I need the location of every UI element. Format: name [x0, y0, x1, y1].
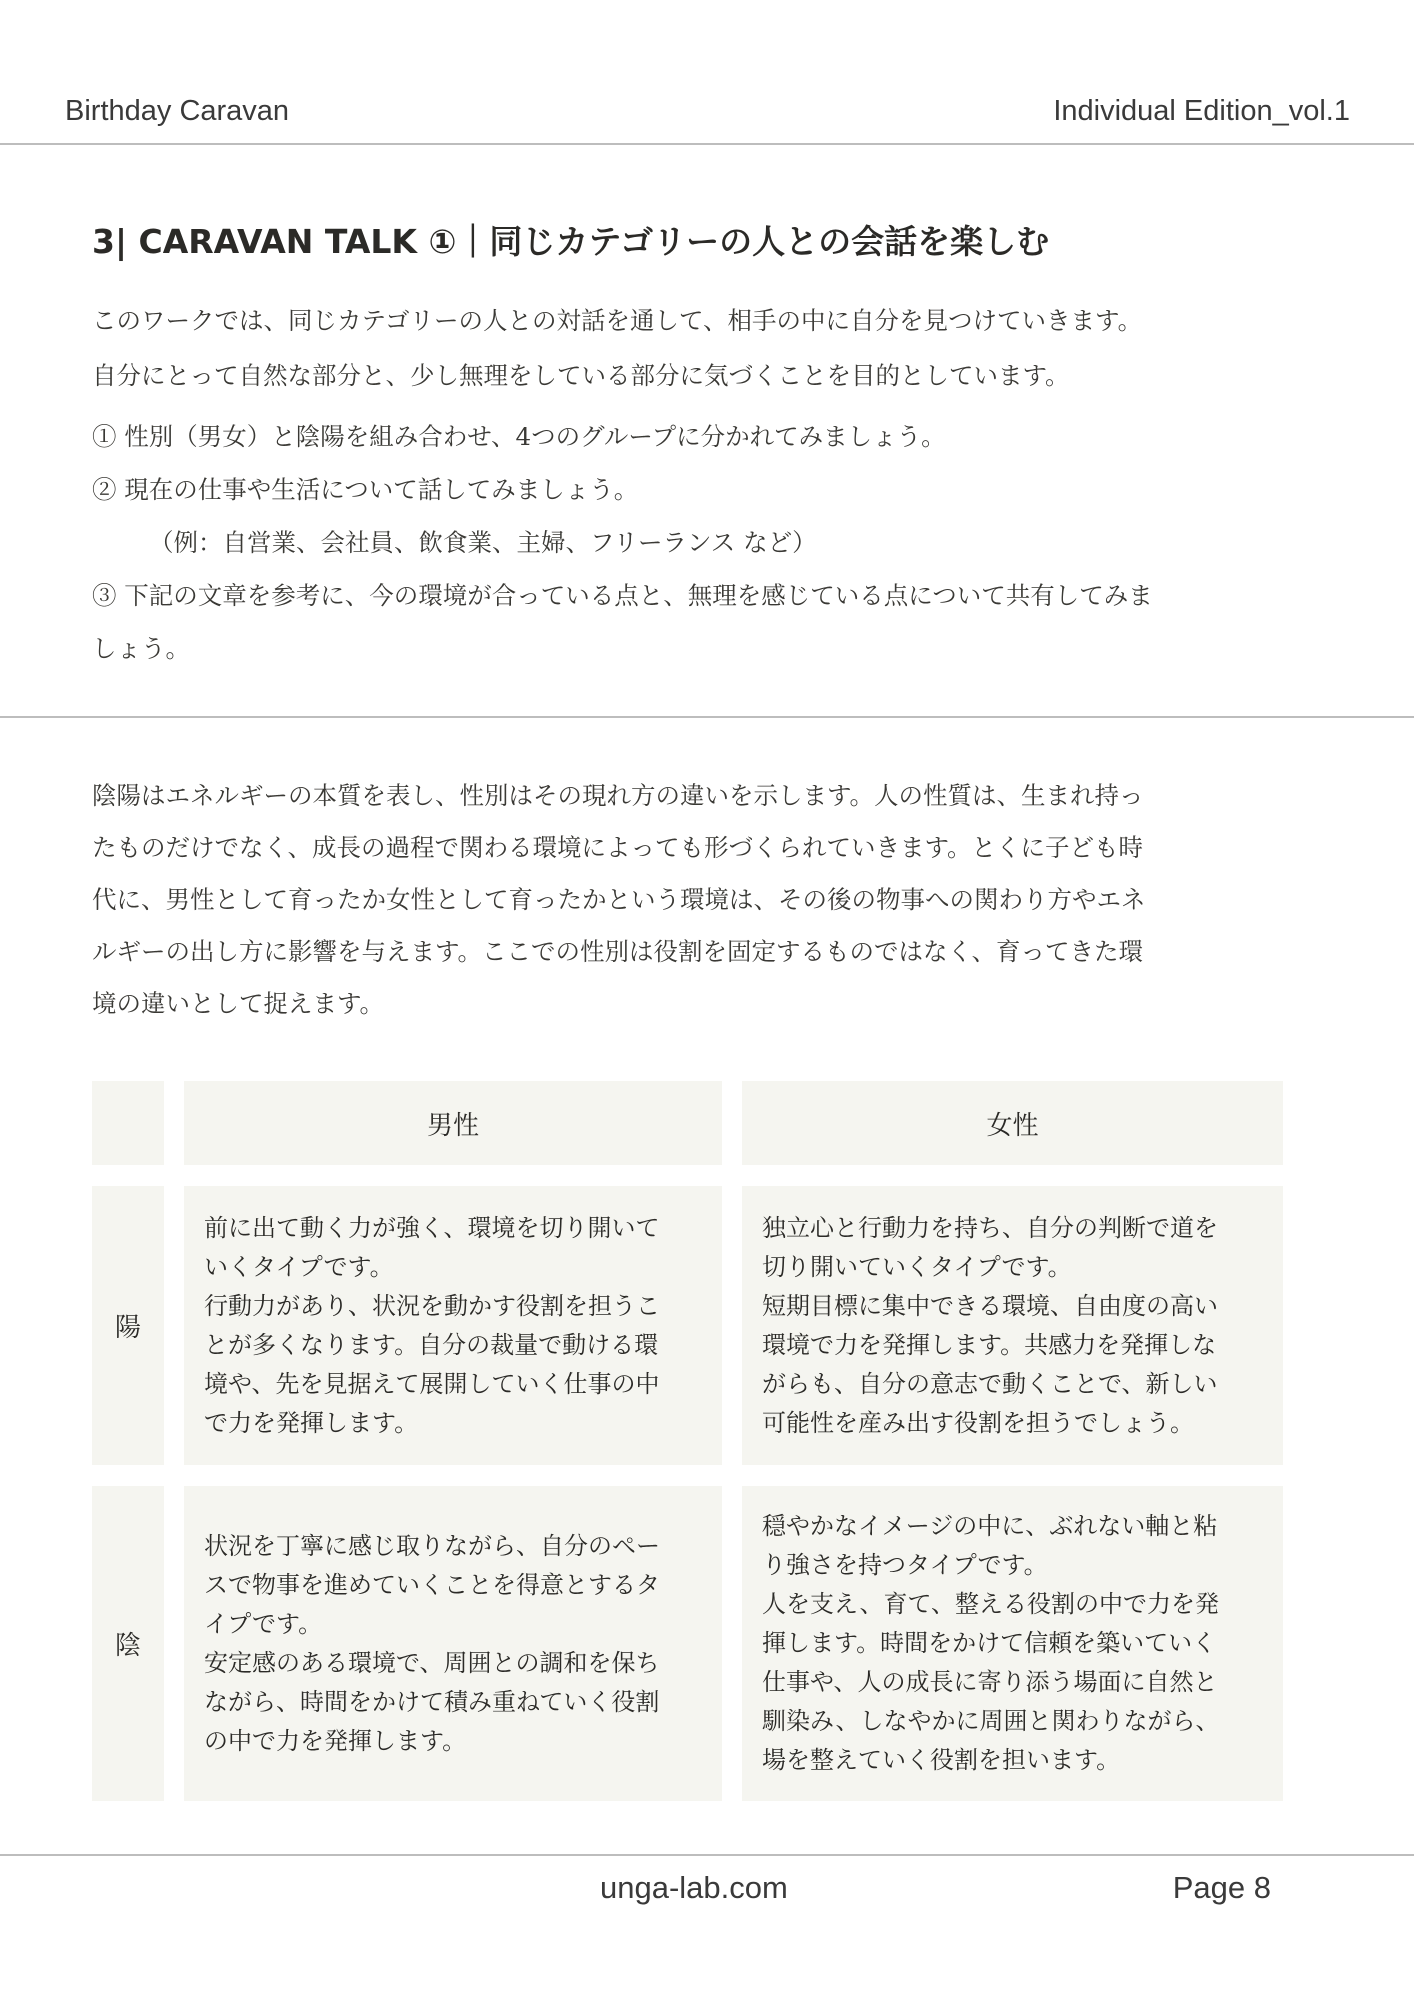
cell-text: 穏やかなイメージの中に、ぶれない軸と粘 り強さを持つタイプです。 人を支え、育て、整える役割の中で力を発 揮します。時間をかけて信頼を築いていく 仕事や、人の成長に寄り添う場面に自然と 馴染み、しなやかに周囲と関わりながら、 場を整えていく役割を担います。	[762, 1512, 1220, 1774]
step-example: （例：自営業、会社員、飲食業、主婦、フリーランス など）	[149, 528, 817, 557]
step-item: ③ 下記の文章を参考に、今の環境が合っている点と、無理を感じている点について共有してみま	[92, 581, 1153, 610]
explanation-line: 陰陽はエネルギーの本質を表し、性別はその現れ方の違いを示します。人の性質は、生まれ持っ	[92, 781, 1144, 810]
steps-list	[92, 410, 1153, 675]
footer-divider	[0, 1854, 1414, 1856]
step-item: ① 性別（男女）と陰陽を組み合わせ、4つのグループに分かれてみましょう。	[92, 422, 946, 451]
table-header-female	[742, 1081, 1283, 1165]
explanation-line: たものだけでなく、成長の過程で関わる環境によっても形づくられていきます。とくに子ども時	[92, 833, 1144, 862]
table-cell-yin-male	[184, 1486, 722, 1801]
page-number: Page 8	[1172, 1870, 1271, 1905]
section-title: 3| CARAVAN TALK ①｜同じカテゴリーの人との会話を楽しむ	[92, 222, 1050, 261]
header-title: Birthday Caravan	[65, 95, 290, 127]
table-cell-yin-female	[742, 1486, 1283, 1801]
intro-line: 自分にとって自然な部分と、少し無理をしている部分に気づくことを目的としています。	[92, 361, 1070, 390]
table-corner-cell	[92, 1081, 164, 1165]
explanation-line: 境の違いとして捉えます。	[92, 989, 385, 1018]
footer-url[interactable]: unga-lab.com	[600, 1870, 788, 1905]
column-header-label: 男性	[426, 1110, 479, 1141]
explanation-line: 代に、男性として育ったか女性として育ったかという環境は、その後の物事への関わり方やエネ	[92, 885, 1146, 914]
row-label-yin: 陰	[92, 1486, 164, 1801]
explanation-line: ルギーの出し方に影響を与えます。ここでの性別は役割を固定するものではなく、育ってきた環	[92, 937, 1144, 966]
step-item-continued: しょう。	[92, 634, 190, 663]
cell-text: 前に出て動く力が強く、環境を切り開いて いくタイプです。 行動力があり、状況を動かす役割を担うこ とが多くなります。自分の裁量で動ける環 境や、先を見据えて展開していく仕事の中 で力を発揮します。	[204, 1213, 660, 1437]
table-cell-yang-female	[742, 1186, 1283, 1465]
cell-text: 状況を丁寧に感じ取りながら、自分のペー スで物事を進めていくことを得意とするタ イプです。 安定感のある環境で、周囲との調和を保ち ながら、時間をかけて積み重ねていく役割 の中で力を発揮します。	[204, 1531, 660, 1755]
header-divider	[0, 143, 1414, 145]
section-divider	[0, 716, 1414, 718]
column-header-label: 女性	[986, 1110, 1039, 1141]
intro-line: このワークでは、同じカテゴリーの人との対話を通して、相手の中に自分を見つけていきます。	[92, 306, 1143, 335]
cell-text: 独立心と行動力を持ち、自分の判断で道を 切り開いていくタイプです。 短期目標に集中できる環境、自由度の高い 環境で力を発揮します。共感力を発揮しな がらも、自分の意志で動くことで、新しい 可能性を産み出す役割を担うでしょう。	[762, 1213, 1218, 1437]
table-header-male	[184, 1081, 722, 1165]
table-cell-yang-male	[184, 1186, 722, 1465]
step-item: ② 現在の仕事や生活について話してみましょう。	[92, 475, 639, 504]
explanation-paragraph	[92, 770, 1146, 1030]
header-edition: Individual Edition_vol.1	[1053, 95, 1350, 127]
intro-paragraph	[92, 293, 1142, 403]
row-label-yang: 陽	[92, 1186, 164, 1465]
